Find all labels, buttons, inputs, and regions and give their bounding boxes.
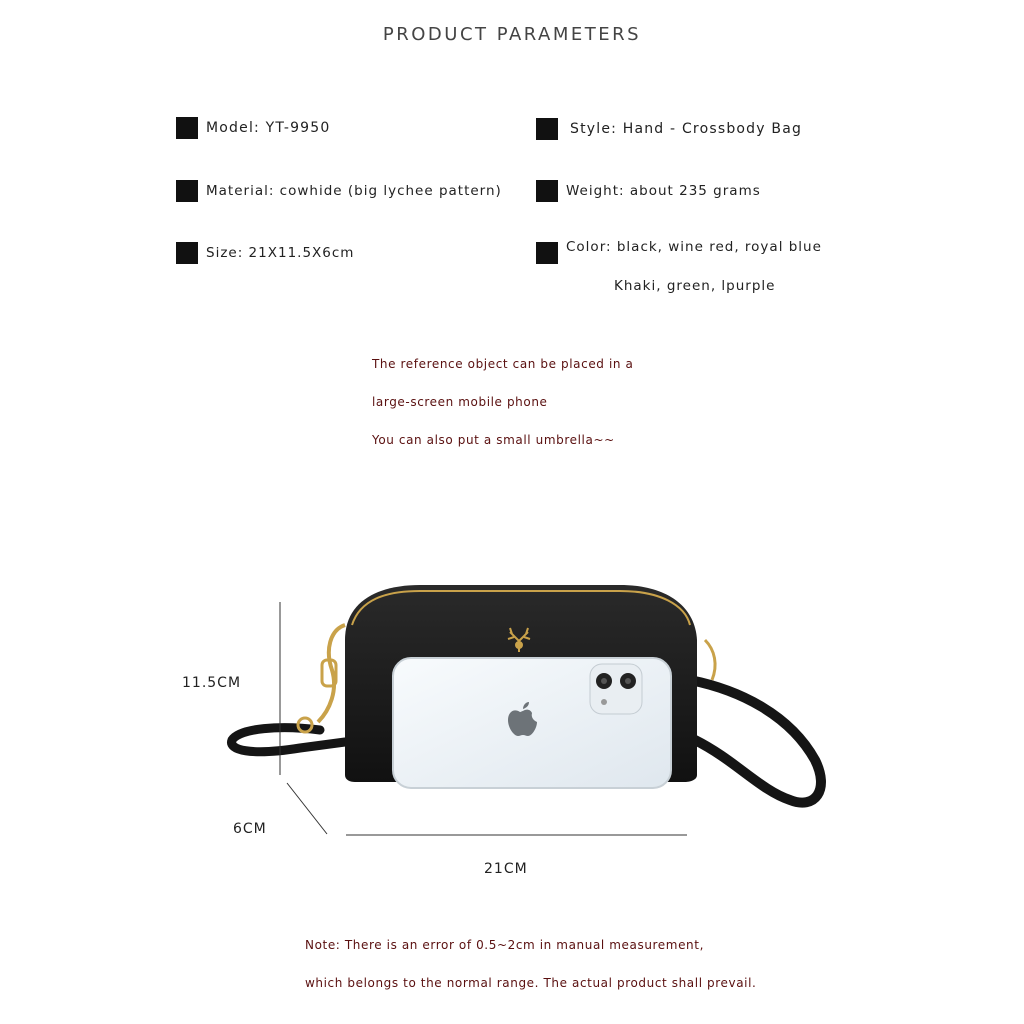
param-color [536,239,822,264]
depth-label: 6CM [233,821,267,837]
footer-note-line: which belongs to the normal range. The actual product shall prevail. [305,976,757,990]
param-material-text: Material: cowhide (big lychee pattern) [206,183,502,199]
param-size [176,242,354,264]
param-size-text: Size: 21X11.5X6cm [206,245,355,261]
param-material [176,180,502,202]
product-diagram [0,540,1024,870]
square-marker-icon [176,180,198,202]
height-label: 11.5CM [182,675,242,691]
param-color-text: Color: black, wine red, royal blue [566,239,822,255]
width-label: 21CM [484,861,528,877]
reference-note-line: large-screen mobile phone [372,395,548,409]
footer-note-line: Note: There is an error of 0.5~2cm in manual measurement, [305,938,704,952]
depth-measure-line [287,783,327,834]
square-marker-icon [536,242,558,264]
param-weight [536,180,761,202]
param-model [176,117,331,139]
param-weight-text: Weight: about 235 grams [566,183,761,199]
square-marker-icon [536,118,558,140]
square-marker-icon [176,242,198,264]
param-color-text-cont: Khaki, green, lpurple [614,278,776,294]
bag-clasp [298,625,345,732]
page-title: PRODUCT PARAMETERS [382,24,642,45]
param-style [536,118,802,140]
param-model-text: Model: YT-9950 [206,120,331,136]
reference-note-line: The reference object can be placed in a [372,357,634,371]
param-style-text: Style: Hand - Crossbody Bag [570,121,803,137]
reference-note-line: You can also put a small umbrella~~ [372,433,615,447]
square-marker-icon [536,180,558,202]
square-marker-icon [176,117,198,139]
